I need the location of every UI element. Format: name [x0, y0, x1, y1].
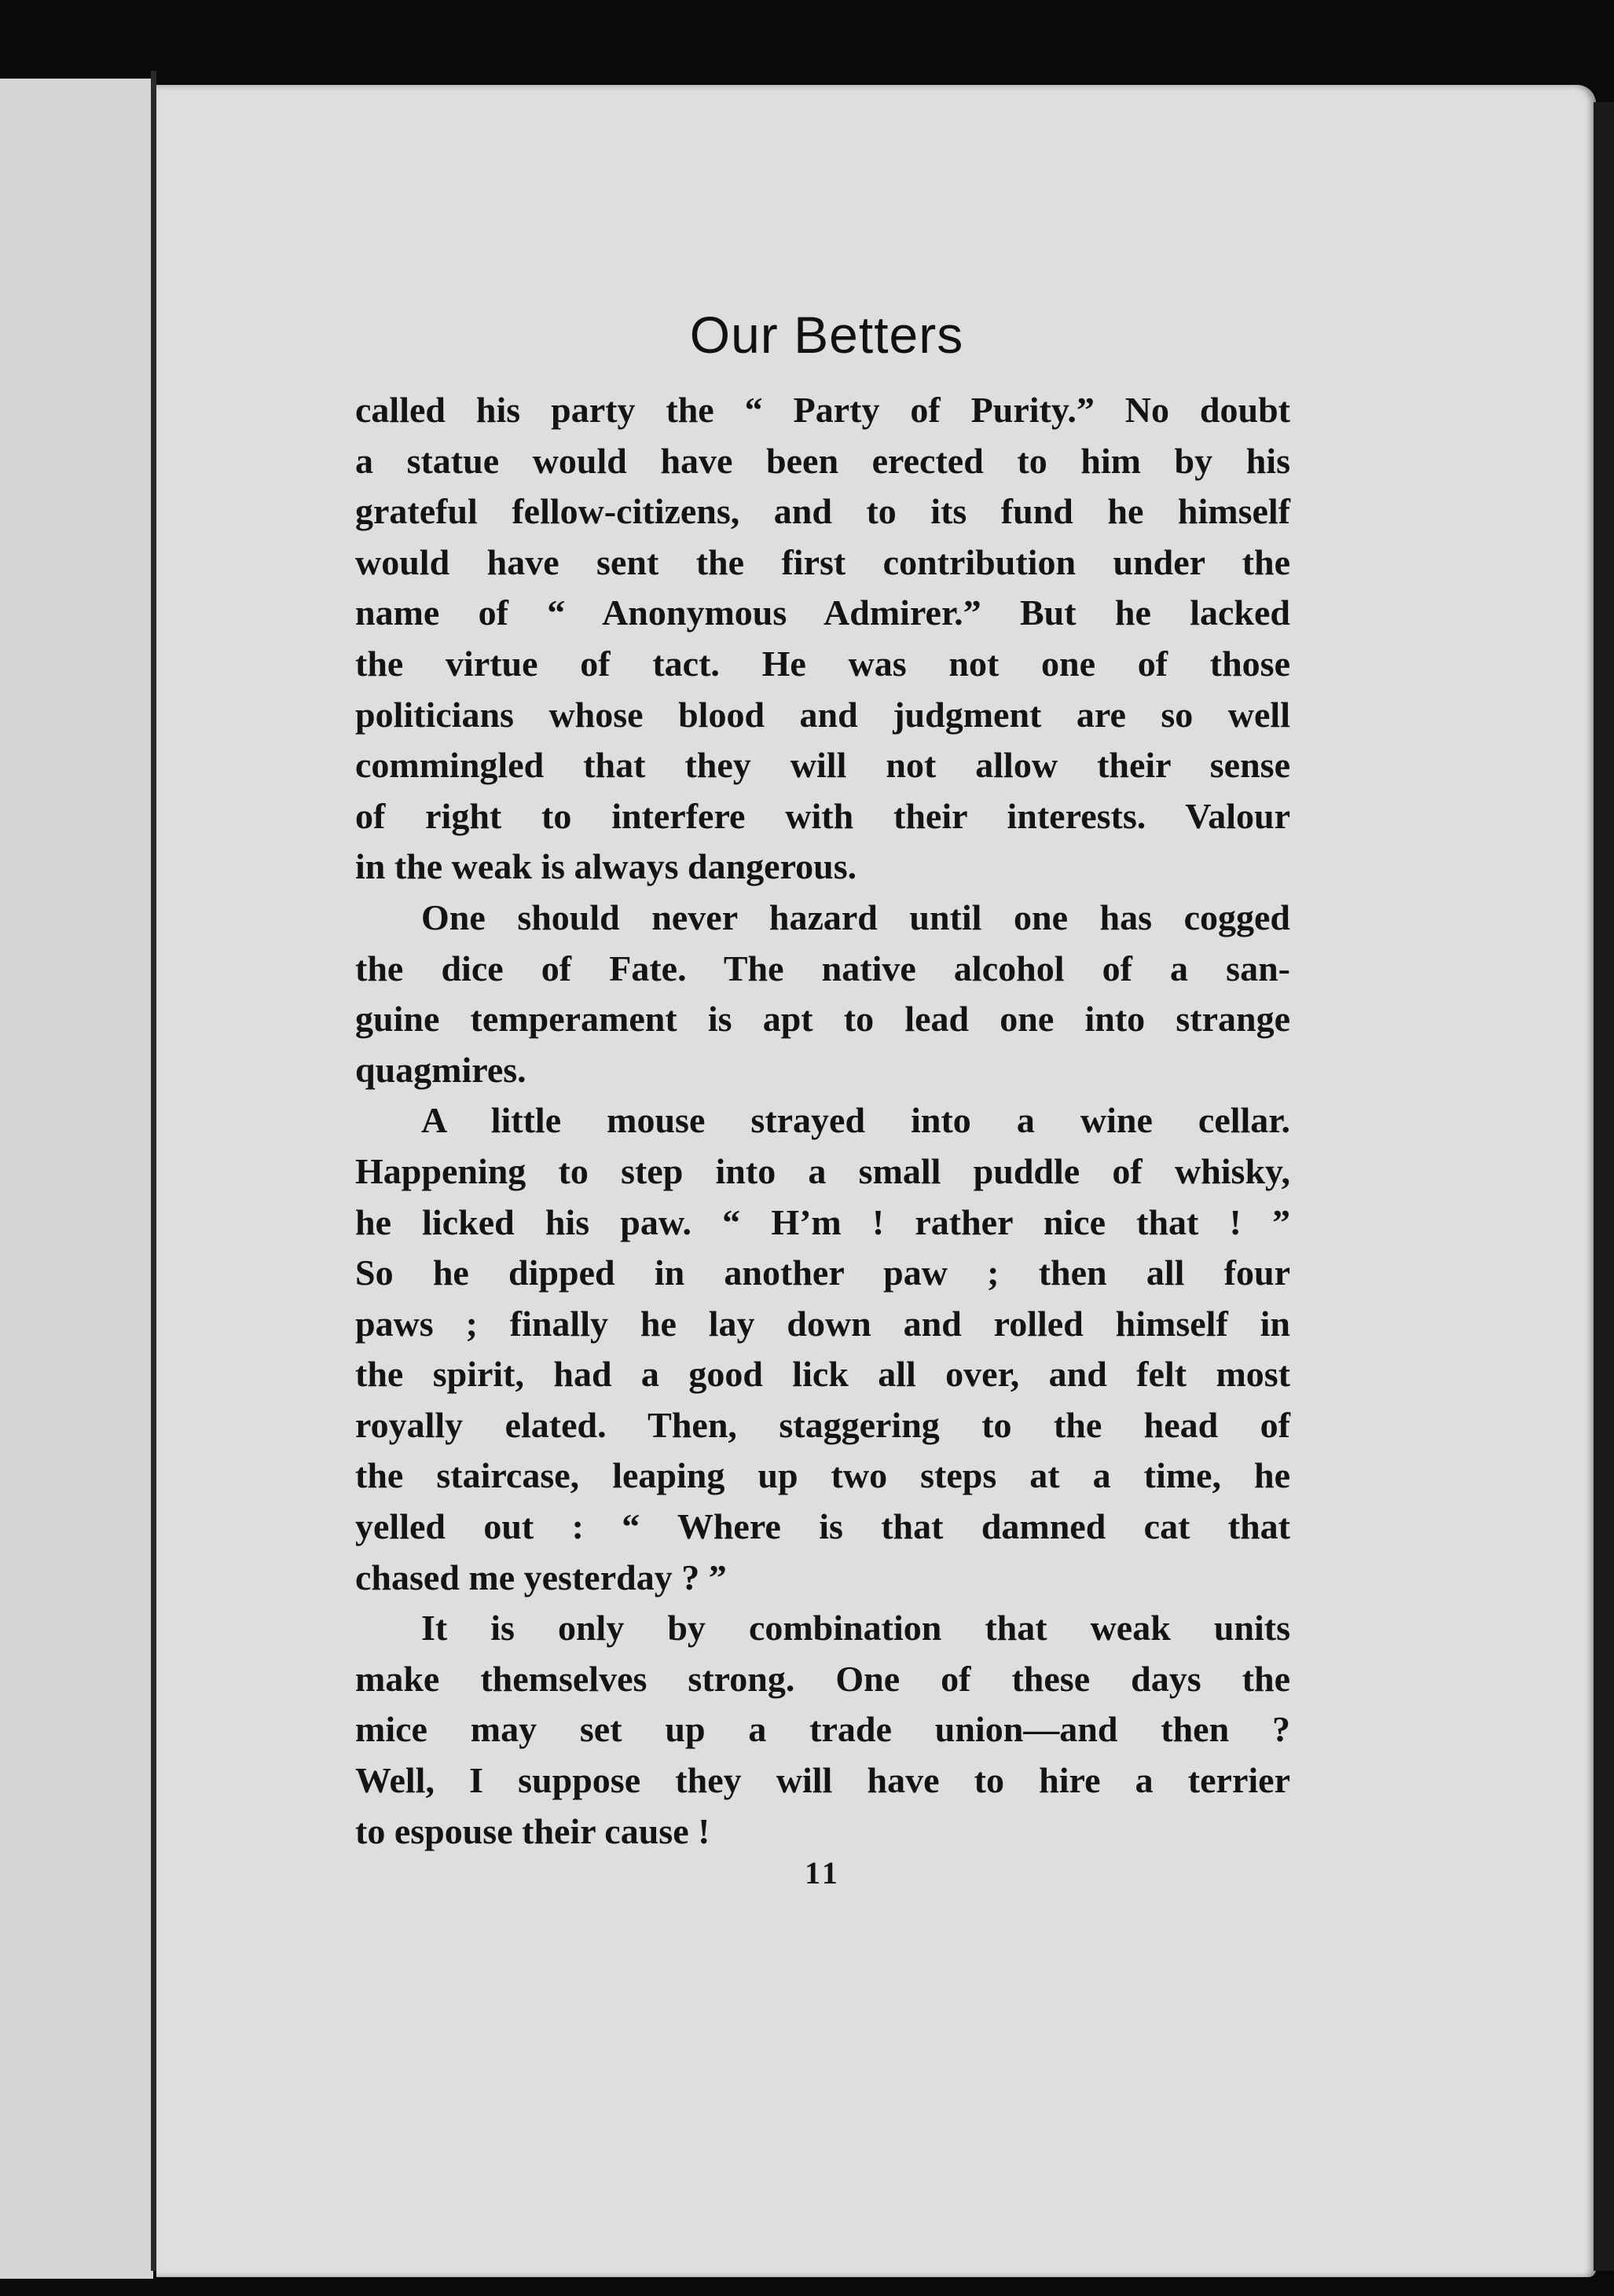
- text-line: name of “ Anonymous Admirer.” But he lacked: [355, 592, 1290, 633]
- text-line: would have sent the first contribution under the: [355, 541, 1290, 582]
- text-line: royally elated. Then, staggering to the head of: [355, 1404, 1290, 1445]
- text-line: to espouse their cause !: [355, 1810, 710, 1851]
- text-line: mice may set up a trade union—and then ?: [355, 1709, 1290, 1750]
- text-line: quagmires.: [355, 1049, 526, 1090]
- text-line: guine temperament is apt to lead one into strange: [355, 999, 1290, 1040]
- text-line: a statue would have been erected to him by his: [355, 440, 1290, 481]
- text-line: commingled that they will not allow their sense: [355, 745, 1290, 786]
- text-line: the spirit, had a good lick all over, and felt most: [355, 1354, 1290, 1395]
- text-line: yelled out : “ Where is that damned cat that: [355, 1506, 1290, 1547]
- text-line: A little mouse strayed into a wine cellar.: [421, 1100, 1290, 1141]
- text-line: the dice of Fate. The native alcohol of a san-: [355, 948, 1290, 988]
- text-line: the staircase, leaping up two steps at a time, he: [355, 1455, 1290, 1496]
- book-gutter: [151, 71, 156, 2271]
- text-line: One should never hazard until one has cogged: [421, 897, 1290, 937]
- page-right-edge: [1594, 102, 1614, 2271]
- text-line: make themselves strong. One of these days the: [355, 1658, 1290, 1699]
- text-line: in the weak is always dangerous.: [355, 846, 857, 887]
- text-line: So he dipped in another paw ; then all four: [355, 1253, 1290, 1293]
- text-line: of right to interfere with their interests. Valour: [355, 795, 1290, 836]
- text-line: he licked his paw. “ H’m ! rather nice that ! ”: [355, 1201, 1290, 1242]
- text-line: grateful fellow-citizens, and to its fund he himself: [355, 491, 1290, 532]
- page-number: 11: [805, 1855, 841, 1891]
- text-line: the virtue of tact. He was not one of those: [355, 643, 1290, 684]
- text-line: chased me yesterday ? ”: [355, 1557, 727, 1597]
- text-line: Well, I suppose they will have to hire a terrier: [355, 1760, 1290, 1801]
- text-line: paws ; finally he lay down and rolled himself in: [355, 1303, 1290, 1344]
- running-head: Our Betters: [689, 306, 964, 364]
- text-line: called his party the “ Party of Purity.” No doubt: [355, 390, 1290, 430]
- body-text: [355, 385, 1290, 1857]
- text-line: It is only by combination that weak units: [421, 1608, 1290, 1649]
- text-line: politicians whose blood and judgment are so well: [355, 694, 1290, 735]
- facing-page-edge: [0, 79, 153, 2279]
- text-line: Happening to step into a small puddle of whisky,: [355, 1150, 1290, 1191]
